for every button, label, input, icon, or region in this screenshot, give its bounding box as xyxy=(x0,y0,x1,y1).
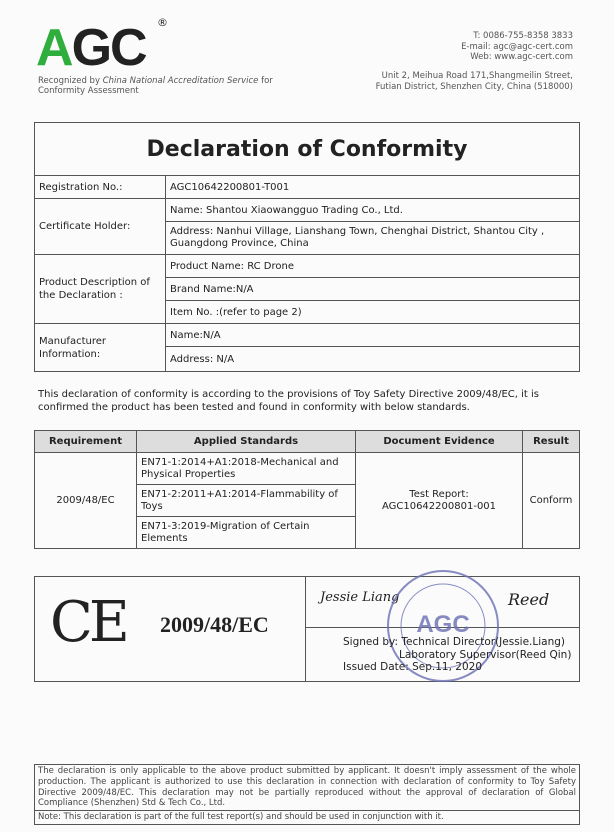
col-header: Result xyxy=(523,431,580,453)
phone: T: 0086-755-8358 3833 xyxy=(473,31,573,41)
manufacturer-label: Manufacturer Information: xyxy=(35,324,166,372)
page-title: Declaration of Conformity xyxy=(35,123,580,176)
standard-item: EN71-3:2019-Migration of Certain Elements xyxy=(137,517,356,549)
footer-box xyxy=(34,764,580,825)
standard-item: EN71-2:2011+A1:2014-Flammability of Toys xyxy=(137,485,356,517)
registration-value: AGC10642200801-T001 xyxy=(166,176,580,199)
disclaimer: The declaration is only applicable to the above product submitted by applicant. It doesn't imply assessment of the whole production. The applicant is authorized to use this declaration in connection with declaration of conformity to Toy Safety Directive 2009/48/EC. This declaration may not be partially reproduced without the approval of declaration of Global Compliance (Shenzhen) Std & Tech Co., Ltd. xyxy=(38,766,576,809)
agc-logo: AGC xyxy=(36,19,146,77)
holder-label: Certificate Holder: xyxy=(35,199,166,255)
email: E-mail: agc@agc-cert.com xyxy=(461,41,573,52)
signatories xyxy=(343,636,571,674)
result: Conform xyxy=(523,453,580,549)
col-header: Applied Standards xyxy=(137,431,356,453)
document-evidence xyxy=(356,453,523,549)
brand-name: Brand Name:N/A xyxy=(166,278,580,301)
declaration-table xyxy=(34,122,580,372)
item-no: Item No. :(refer to page 2) xyxy=(166,301,580,324)
registered-mark: ® xyxy=(157,16,168,29)
col-header: Requirement xyxy=(35,431,137,453)
signature-reed: Reed xyxy=(508,590,550,609)
holder-address: Address: Nanhui Village, Lianshang Town, Chenghai District, Shantou City , Guangdong Province, China xyxy=(166,222,580,255)
address-line: Futian District, Shenzhen City, China (518000) xyxy=(375,81,573,92)
svg-text:AGC: AGC xyxy=(416,611,470,638)
holder-name: Name: Shantou Xiaowangguo Trading Co., Ltd. xyxy=(166,199,580,222)
evidence-number: AGC10642200801-001 xyxy=(381,500,497,512)
registration-label: Registration No.: xyxy=(35,176,166,199)
address-line: Unit 2, Meihua Road 171,Shangmeilin Street, xyxy=(381,71,573,81)
requirement: 2009/48/EC xyxy=(35,453,137,549)
manufacturer-name: Name:N/A xyxy=(166,324,580,347)
product-label: Product Description of the Declaration : xyxy=(35,255,166,324)
signature-jessie: Jessie Liang xyxy=(320,590,400,605)
conformity-statement: This declaration of conformity is according to the provisions of Toy Safety Directive 2009/48/EC, it is confirmed the product has been tested and found in conformity with below standards. xyxy=(38,389,540,413)
address xyxy=(376,71,573,92)
signed-by: Signed by: Technical Director(Jessie.Liang) xyxy=(343,636,566,648)
evidence-label: Test Report: xyxy=(409,488,469,500)
footer-note: Note: This declaration is part of the full test report(s) and should be used in conjunction with it. xyxy=(35,810,579,824)
ce-mark: CE xyxy=(50,590,126,655)
col-header: Document Evidence xyxy=(356,431,523,453)
supervisor: Laboratory Supervisor(Reed Qin) xyxy=(399,648,572,661)
accreditation-text: Recognized by China National Accreditation Service for Conformity Assessment xyxy=(38,76,273,96)
issued-date: Issued Date: Sep.11, 2020 xyxy=(343,661,483,673)
directive-number: 2009/48/EC xyxy=(160,612,269,637)
web: Web: www.agc-cert.com xyxy=(470,52,573,62)
standard-item: EN71-1:2014+A1:2018-Mechanical and Physical Properties xyxy=(137,453,356,485)
product-name: Product Name: RC Drone xyxy=(166,255,580,278)
manufacturer-address: Address: N/A xyxy=(166,347,580,372)
standards-table xyxy=(34,430,580,549)
contact-info xyxy=(461,31,573,63)
